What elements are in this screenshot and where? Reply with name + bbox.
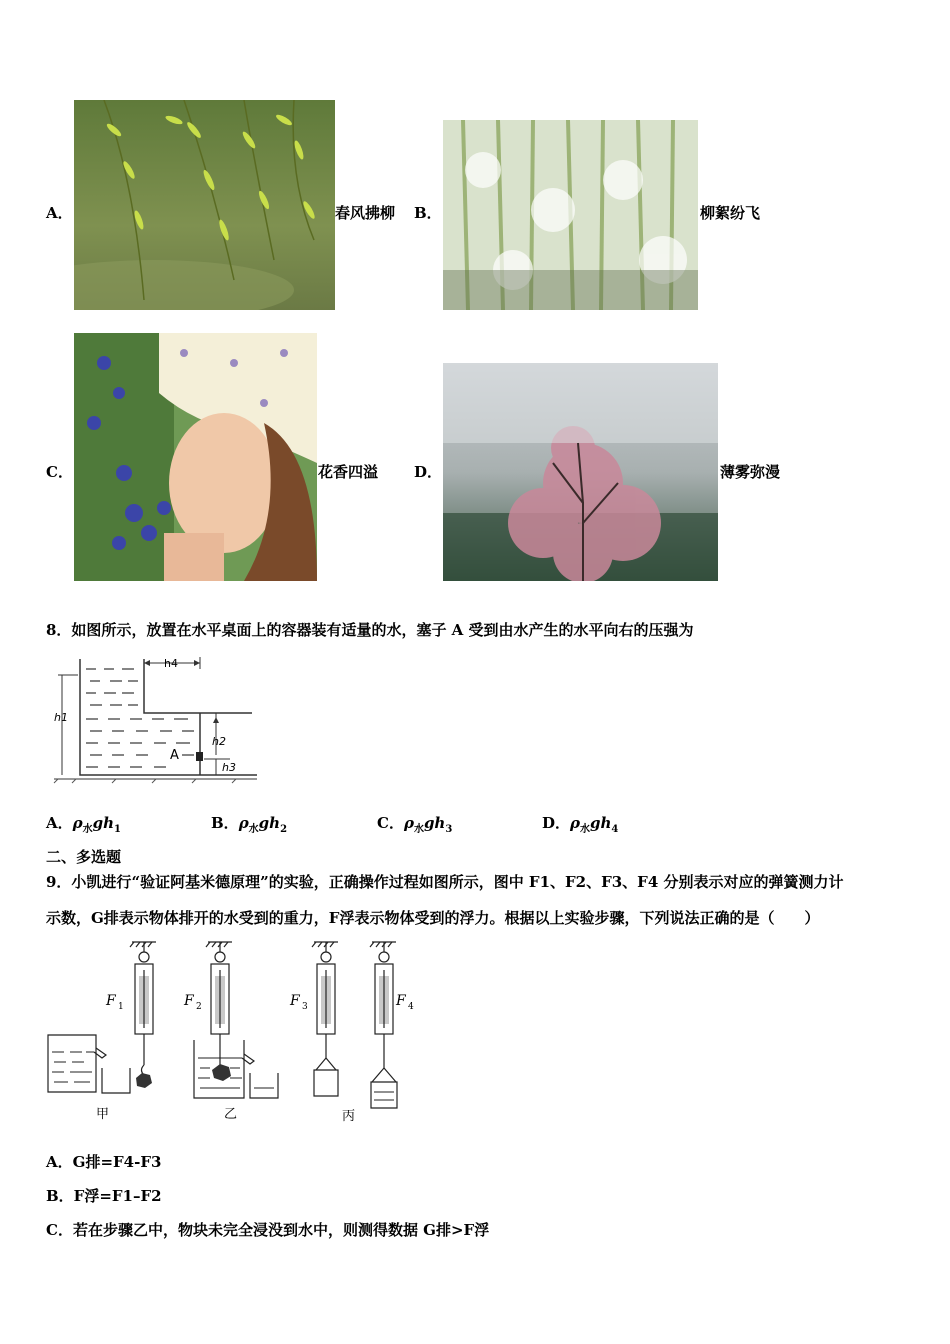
option-a-letter: A．	[46, 204, 73, 222]
q8-option-b: B．$\rho_水gh_2$	[211, 814, 288, 835]
archimedes-experiment-figure	[44, 940, 424, 1125]
willow-catkin-photo	[443, 120, 698, 310]
q9-option-c: C．若在步骤乙中，物块未完全浸没到水中，则测得数据 G排>F浮	[46, 1221, 490, 1239]
q8-stem: 8．如图所示，放置在水平桌面上的容器装有适量的水，塞子 A 受到由水产生的水平向右的压强为	[46, 621, 694, 639]
q9-option-a: A．G排=F4-F3	[46, 1153, 162, 1171]
q8-option-c: C．$\rho_水gh_3$	[377, 814, 453, 835]
f4-label: F	[396, 993, 406, 1009]
f2-label: F	[184, 993, 194, 1009]
f1-label: F	[106, 993, 116, 1009]
willow-photo	[74, 100, 335, 310]
girl-smelling-flowers-photo	[74, 333, 317, 581]
label-h3: h3	[222, 761, 236, 774]
bing-label: 丙	[342, 1109, 356, 1124]
q9-option-b: B．F浮=F1–F2	[46, 1187, 162, 1205]
option-c-caption: 花香四溢	[318, 463, 379, 481]
label-a: A	[170, 748, 179, 763]
jia-label: 甲	[96, 1107, 110, 1122]
svg-text:3: 3	[302, 1002, 308, 1012]
option-d-caption: 薄雾弥漫	[720, 463, 781, 481]
yi-label: 乙	[224, 1107, 238, 1122]
svg-text:4: 4	[408, 1002, 414, 1012]
svg-text:1: 1	[118, 1002, 124, 1012]
f3-label: F	[290, 993, 300, 1009]
label-h1: h1	[54, 711, 68, 724]
svg-text:2: 2	[196, 1002, 202, 1012]
option-c-letter: C．	[46, 463, 73, 481]
q9-line1: 9．小凯进行“验证阿基米德原理”的实验，正确操作过程如图所示，图中 F1、F2、F3、F4 分别表示对应的弹簧测力计	[46, 873, 844, 891]
option-a-caption: 春风拂柳	[335, 204, 396, 222]
label-h2: h2	[212, 735, 226, 748]
option-b-caption: 柳絮纷飞	[700, 204, 761, 222]
option-b-letter: B．	[414, 204, 442, 222]
q8-option-a: A．$\rho_水gh_1$	[46, 814, 121, 835]
section-title: 二、多选题	[46, 848, 122, 866]
option-d-letter: D．	[414, 463, 443, 481]
q9-line2: 示数，G排表示物体排开的水受到的重力，F浮表示物体受到的浮力。根据以上实验步骤，下列说法正确的是（ ）	[46, 909, 820, 927]
label-h4: h4	[164, 657, 178, 670]
container-figure	[52, 655, 262, 785]
q8-option-d: D．$\rho_水gh_4$	[542, 814, 619, 835]
misty-tree-photo	[443, 363, 718, 581]
